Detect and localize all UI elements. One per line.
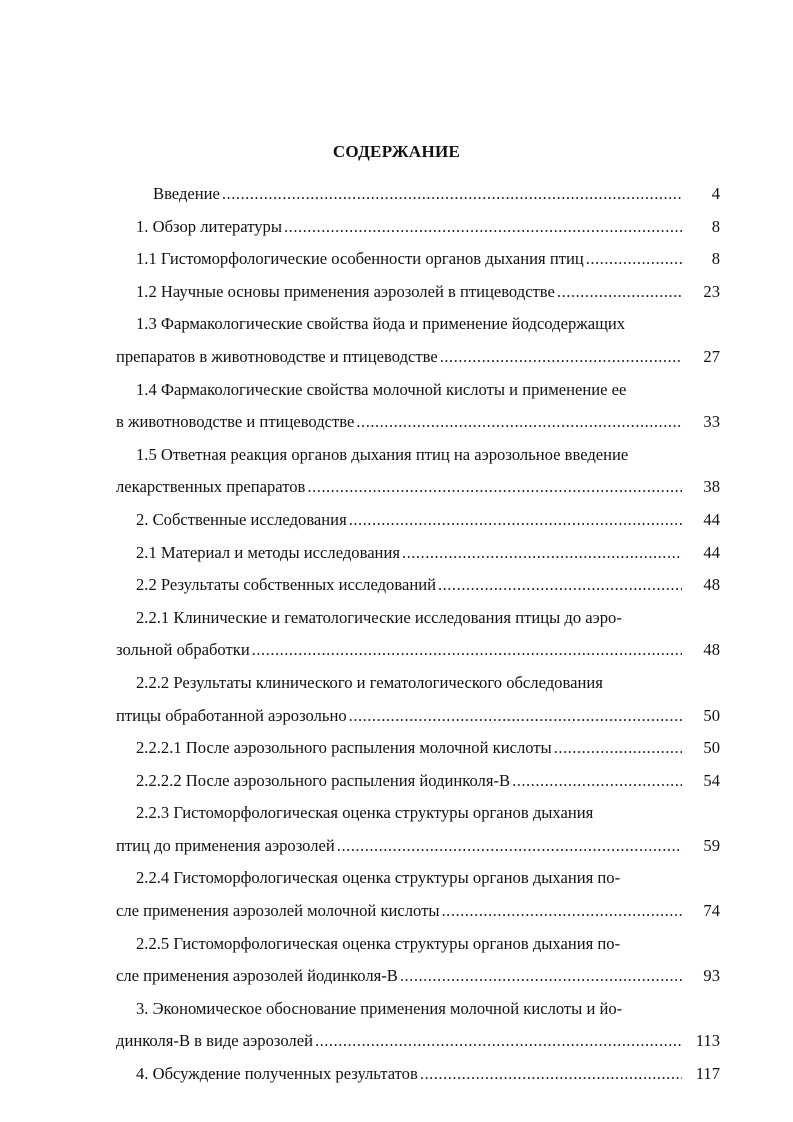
dot-leader [554, 732, 682, 765]
toc-entry-label: птиц до применения аэрозолей [116, 835, 335, 855]
toc-entry-label: динколя-В в виде аэрозолей [116, 1031, 313, 1051]
toc-entry-label: 2.1 Материал и методы исследования [136, 542, 400, 562]
table-of-contents [118, 178, 720, 1091]
toc-entry [118, 765, 720, 798]
toc-entry-page: 113 [695, 1031, 720, 1051]
toc-entry-page: 50 [703, 705, 720, 725]
dot-leader [557, 276, 682, 309]
toc-entry [116, 471, 720, 504]
dot-leader [440, 341, 682, 374]
toc-entry [116, 1025, 720, 1058]
toc-entry-label: 2.2 Результаты собственных исследований [136, 575, 436, 595]
toc-entry [118, 243, 720, 276]
dot-leader [400, 960, 682, 993]
dot-leader [315, 1025, 682, 1058]
toc-entry [116, 634, 720, 667]
dot-leader [307, 471, 682, 504]
dot-leader [222, 178, 682, 211]
dot-leader [586, 243, 682, 276]
toc-entry-page: 117 [695, 1064, 720, 1084]
toc-entry [118, 276, 720, 309]
toc-entry-page: 93 [703, 966, 720, 986]
toc-entry [118, 504, 720, 537]
toc-entry-first-line: 2.2.4 Гистоморфологическая оценка структуры органов дыхания по- [136, 868, 621, 888]
toc-entry-label: птицы обработанной аэрозольно [116, 705, 347, 725]
dot-leader [349, 504, 682, 537]
toc-entry-page: 27 [703, 346, 720, 366]
toc-entry-label: в животноводстве и птицеводстве [116, 412, 355, 432]
toc-entry [116, 406, 720, 439]
toc-entry-label: Введение [153, 184, 220, 203]
toc-entry-page: 48 [703, 575, 720, 595]
toc-entry [116, 895, 720, 928]
dot-leader [512, 765, 682, 798]
toc-entry-first-line: 2.2.5 Гистоморфологическая оценка структуры органов дыхания по- [136, 933, 621, 953]
toc-entry-page: 8 [711, 216, 720, 236]
toc-entry [118, 178, 720, 211]
toc-entry [116, 830, 720, 863]
page-title: СОДЕРЖАНИЕ [332, 142, 461, 161]
toc-entry-page: 33 [703, 412, 720, 432]
toc-entry-label: препаратов в животноводстве и птицеводстве [116, 346, 438, 366]
toc-entry-page: 44 [703, 542, 720, 562]
toc-entry-label: 2.2.2.2 После аэрозольного распыления йодинколя-В [136, 770, 511, 790]
toc-entry-page: 8 [711, 249, 720, 269]
toc-entry-label: 4. Обсуждение полученных результатов [136, 1064, 418, 1084]
toc-entry-first-line: 3. Экономическое обоснование применения молочной кислоты и йо- [136, 998, 623, 1018]
toc-entry-label: лекарственных препаратов [116, 477, 306, 497]
toc-entry [118, 1058, 720, 1091]
toc-entry [118, 211, 720, 244]
toc-entry-first-line: 1.4 Фармакологические свойства молочной кислоты и применение ее [136, 379, 627, 399]
toc-entry-page: 23 [703, 281, 720, 301]
dot-leader [420, 1058, 682, 1091]
toc-entry-page: 48 [703, 640, 720, 660]
dot-leader [442, 895, 682, 928]
toc-entry [116, 700, 720, 733]
toc-entry-label: 2.2.2.1 После аэрозольного распыления молочной кислоты [136, 738, 552, 758]
toc-entry-label: 1. Обзор литературы [136, 216, 283, 236]
toc-entry [118, 732, 720, 765]
toc-entry-first-line: 2.2.2 Результаты клинического и гематологического обследования [136, 672, 603, 692]
toc-entry-page: 54 [703, 770, 720, 790]
dot-leader [284, 211, 682, 244]
toc-entry [118, 537, 720, 570]
toc-entry-page: 4 [711, 184, 720, 203]
toc-entry [118, 569, 720, 602]
toc-entry-first-line: 2.2.1 Клинические и гематологические исследования птицы до аэро- [136, 607, 622, 627]
toc-entry-label: сле применения аэрозолей молочной кислоты [116, 901, 440, 921]
dot-leader [252, 634, 682, 667]
toc-entry [116, 960, 720, 993]
dot-leader [356, 406, 682, 439]
toc-entry-label: 1.2 Научные основы применения аэрозолей в птицеводстве [136, 281, 555, 301]
toc-entry-first-line: 1.3 Фармакологические свойства йода и применение йодсодержащих [136, 314, 626, 334]
toc-entry-first-line: 2.2.3 Гистоморфологическая оценка структуры органов дыхания [136, 803, 594, 823]
toc-entry-label: 1.1 Гистоморфологические особенности органов дыхания птиц [136, 249, 584, 269]
toc-entry-page: 59 [703, 835, 720, 855]
dot-leader [337, 830, 682, 863]
toc-entry-label: зольной обработки [116, 640, 250, 660]
dot-leader [402, 537, 682, 570]
toc-entry-page: 44 [703, 509, 720, 529]
toc-entry-page: 74 [703, 901, 720, 921]
toc-entry-page: 38 [703, 477, 720, 497]
toc-entry [116, 341, 720, 374]
toc-entry-label: сле применения аэрозолей йодинколя-В [116, 966, 398, 986]
dot-leader [349, 700, 682, 733]
toc-entry-label: 2. Собственные исследования [136, 509, 347, 529]
dot-leader [438, 569, 682, 602]
toc-entry-first-line: 1.5 Ответная реакция органов дыхания птиц на аэрозольное введение [136, 444, 629, 464]
toc-entry-page: 50 [703, 738, 720, 758]
